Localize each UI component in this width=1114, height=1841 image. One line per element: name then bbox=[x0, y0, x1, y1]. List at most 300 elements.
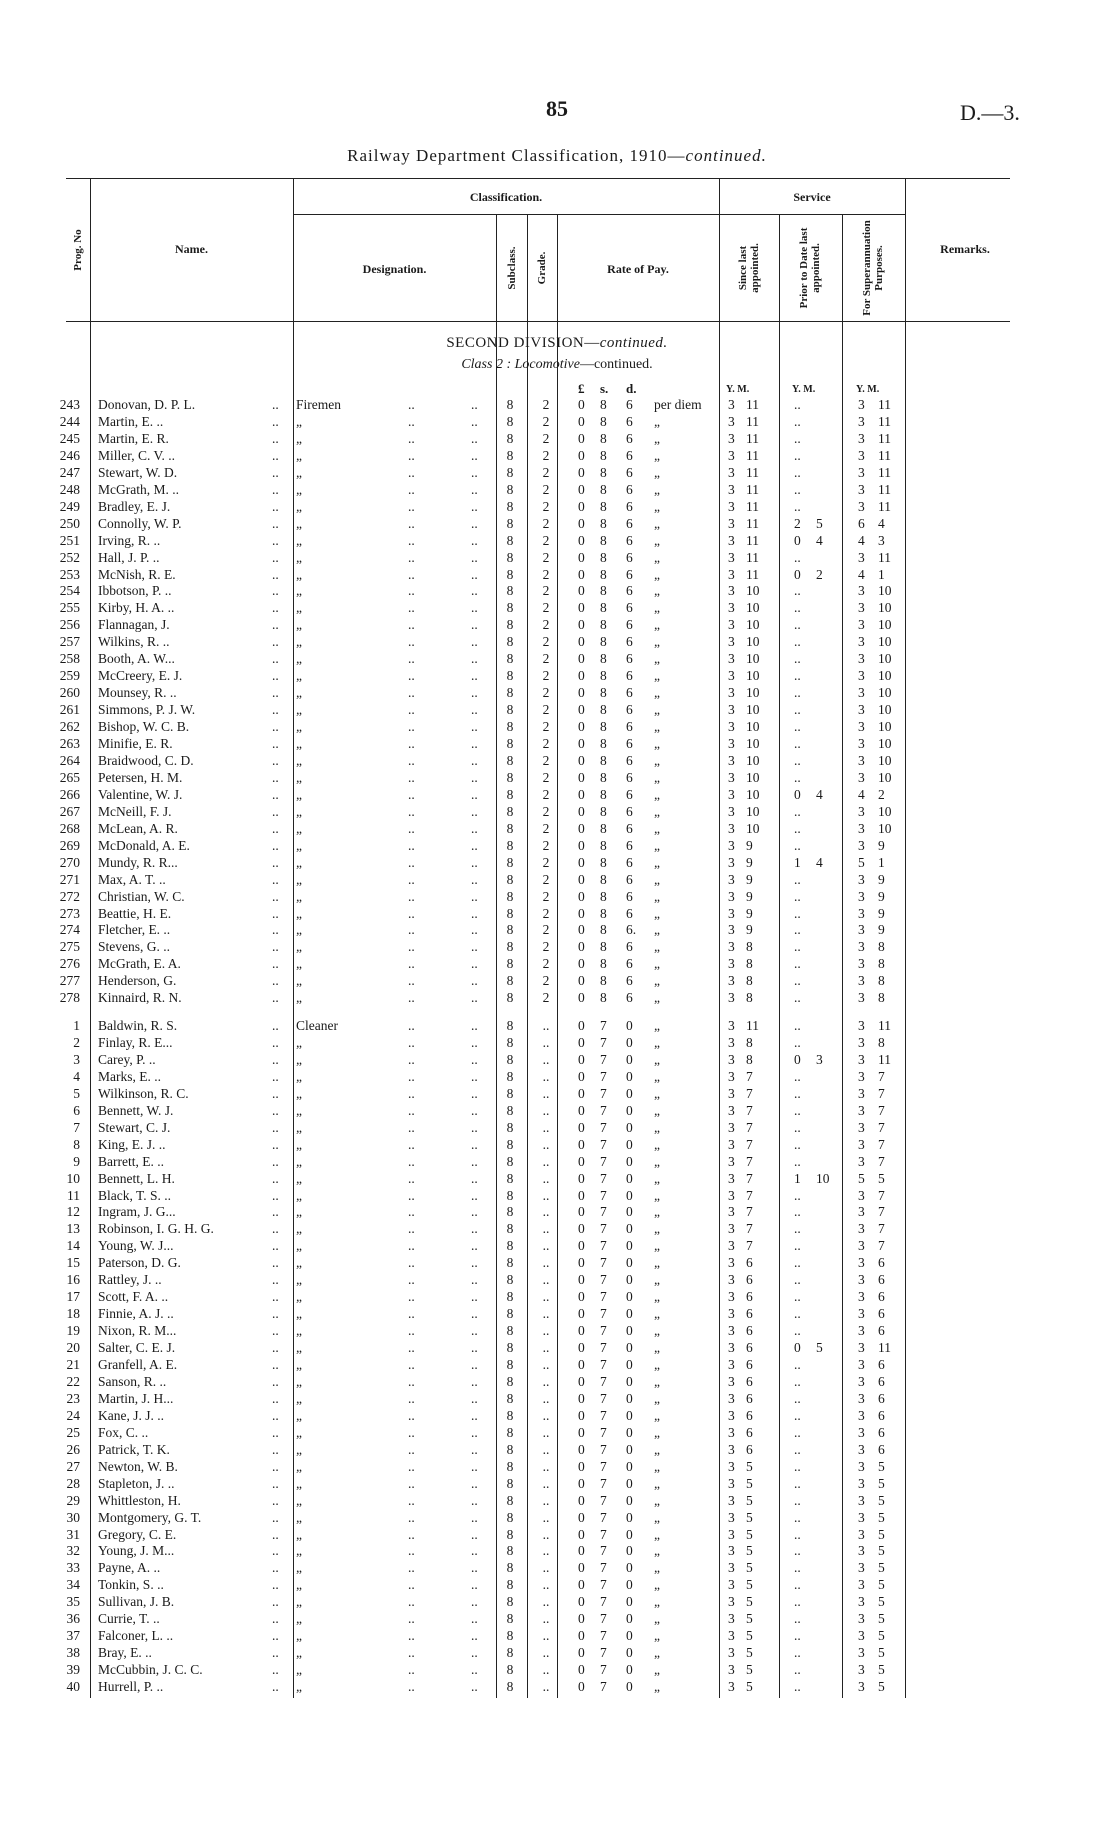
super-months: 10 bbox=[878, 736, 892, 751]
table-row bbox=[0, 718, 1114, 735]
leader-dots: .. bbox=[408, 1068, 415, 1084]
prog-number: 268 bbox=[59, 820, 80, 836]
subclass-value: 8 bbox=[506, 769, 514, 785]
prior-years: .. bbox=[794, 1645, 801, 1661]
table-row bbox=[0, 989, 1114, 1006]
pay-shillings: 8 bbox=[600, 922, 607, 938]
super-months: 5 bbox=[878, 1679, 885, 1695]
since-years: 3 bbox=[728, 532, 735, 548]
since-months: 10 bbox=[746, 600, 760, 616]
prog-number: 247 bbox=[59, 464, 80, 480]
prior-years: .. bbox=[794, 1458, 801, 1474]
prog-number: 40 bbox=[66, 1679, 80, 1695]
leader-dots: .. bbox=[272, 719, 279, 735]
person-name: Mundy, R. R... bbox=[98, 854, 178, 870]
table-row bbox=[0, 1305, 1114, 1322]
table-row bbox=[0, 498, 1114, 515]
designation: „ bbox=[296, 1509, 302, 1525]
subclass-value: 8 bbox=[506, 1357, 514, 1372]
leader-dots: .. bbox=[408, 1475, 415, 1491]
grade-value: .. bbox=[542, 1272, 550, 1288]
pay-period: „ bbox=[654, 922, 660, 938]
pay-shillings: 8 bbox=[600, 685, 607, 701]
designation: „ bbox=[296, 719, 302, 735]
pay-pounds: 0 bbox=[578, 1543, 585, 1559]
leader-dots: .. bbox=[408, 1577, 415, 1593]
person-name: Irving, R. .. bbox=[98, 532, 161, 548]
grade-value: 2 bbox=[542, 481, 550, 497]
subclass-value: 8 bbox=[506, 1306, 514, 1322]
leader-dots: .. bbox=[471, 702, 478, 718]
since-months: 7 bbox=[746, 1170, 753, 1186]
designation: „ bbox=[296, 1272, 302, 1288]
leader-dots: .. bbox=[272, 651, 279, 667]
pay-period: „ bbox=[654, 1407, 660, 1423]
leader-dots: .. bbox=[408, 871, 415, 887]
leader-dots: .. bbox=[408, 1289, 415, 1305]
person-name: Stevens, G. .. bbox=[98, 939, 170, 955]
super-months: 7 bbox=[878, 1085, 885, 1101]
pay-shillings: 7 bbox=[600, 1323, 607, 1339]
leader-dots: .. bbox=[272, 1204, 279, 1220]
prior-years: .. bbox=[794, 617, 801, 633]
prog-number: 36 bbox=[66, 1611, 80, 1627]
leader-dots: .. bbox=[471, 973, 478, 989]
subclass-value: 8 bbox=[506, 752, 514, 768]
super-months: 11 bbox=[878, 397, 891, 412]
designation: „ bbox=[296, 1492, 302, 1508]
leader-dots: .. bbox=[471, 447, 478, 463]
designation: „ bbox=[296, 1475, 302, 1491]
subclass-value: 8 bbox=[506, 651, 514, 667]
pounds-unit: £ bbox=[578, 381, 585, 396]
super-years: 3 bbox=[858, 702, 865, 718]
person-name: Flannagan, J. bbox=[98, 617, 170, 633]
pay-pence: 6 bbox=[626, 634, 633, 650]
prior-years: .. bbox=[794, 464, 801, 480]
subclass-value: 8 bbox=[506, 1611, 514, 1627]
pay-pence: 6 bbox=[626, 481, 633, 497]
leader-dots: .. bbox=[471, 413, 478, 429]
designation: „ bbox=[296, 888, 302, 904]
prior-years: .. bbox=[794, 1407, 801, 1423]
pay-pounds: 0 bbox=[578, 413, 585, 429]
pay-pounds: 0 bbox=[578, 1577, 585, 1593]
since-years: 3 bbox=[728, 922, 735, 938]
leader-dots: .. bbox=[272, 1255, 279, 1271]
prior-years: .. bbox=[794, 1628, 801, 1644]
prog-number: 22 bbox=[66, 1373, 80, 1389]
super-years: 3 bbox=[858, 498, 865, 514]
prior-years: .. bbox=[794, 1526, 801, 1542]
pay-pence: 0 bbox=[626, 1136, 633, 1152]
since-years: 3 bbox=[728, 871, 735, 887]
since-months: 10 bbox=[746, 736, 760, 751]
pay-shillings: 7 bbox=[600, 1018, 607, 1033]
leader-dots: .. bbox=[272, 1357, 279, 1372]
header-grade: Grade. bbox=[536, 251, 548, 285]
since-months: 5 bbox=[746, 1594, 753, 1610]
pay-pence: 0 bbox=[626, 1272, 633, 1288]
leader-dots: .. bbox=[471, 837, 478, 853]
table-row bbox=[0, 515, 1114, 532]
table-row bbox=[0, 582, 1114, 599]
prior-years: .. bbox=[794, 1018, 801, 1033]
leader-dots: .. bbox=[272, 786, 279, 802]
leader-dots: .. bbox=[272, 583, 279, 599]
since-months: 9 bbox=[746, 837, 753, 853]
leader-dots: .. bbox=[272, 1373, 279, 1389]
table-row bbox=[0, 921, 1114, 938]
prog-number: 255 bbox=[59, 600, 80, 616]
since-years: 3 bbox=[728, 464, 735, 480]
subclass-value: 8 bbox=[506, 905, 514, 921]
designation: „ bbox=[296, 481, 302, 497]
pay-period: „ bbox=[654, 1628, 660, 1644]
pay-period: „ bbox=[654, 905, 660, 921]
leader-dots: .. bbox=[272, 685, 279, 701]
super-years: 3 bbox=[858, 481, 865, 497]
since-years: 3 bbox=[728, 1323, 735, 1339]
leader-dots: .. bbox=[408, 549, 415, 565]
leader-dots: .. bbox=[272, 1153, 279, 1169]
leader-dots: .. bbox=[272, 1577, 279, 1593]
subclass-value: 8 bbox=[506, 1323, 514, 1339]
class-continued: —continued. bbox=[579, 357, 653, 372]
leader-dots: .. bbox=[471, 1136, 478, 1152]
prog-number: 257 bbox=[59, 634, 80, 650]
pay-pence: 6. bbox=[626, 922, 637, 938]
grade-value: .. bbox=[542, 1238, 550, 1254]
pay-period: „ bbox=[654, 685, 660, 701]
since-years: 3 bbox=[728, 1357, 735, 1372]
since-years: 3 bbox=[728, 447, 735, 463]
pay-shillings: 8 bbox=[600, 719, 607, 735]
pay-shillings: 8 bbox=[600, 769, 607, 785]
leader-dots: .. bbox=[408, 1662, 415, 1678]
grade-value: .. bbox=[542, 1323, 550, 1339]
grade-value: .. bbox=[542, 1441, 550, 1457]
person-name: Young, J. M... bbox=[98, 1543, 175, 1559]
since-years: 3 bbox=[728, 1475, 735, 1491]
person-name: Martin, E. .. bbox=[98, 413, 164, 429]
prior-years: .. bbox=[794, 397, 801, 412]
super-months: 4 bbox=[878, 515, 885, 531]
subclass-value: 8 bbox=[506, 719, 514, 735]
prog-number: 265 bbox=[59, 769, 80, 785]
leader-dots: .. bbox=[272, 1679, 279, 1695]
super-months: 7 bbox=[878, 1204, 885, 1220]
leader-dots: .. bbox=[471, 888, 478, 904]
table-row bbox=[0, 430, 1114, 447]
pay-period: „ bbox=[654, 1306, 660, 1322]
designation: „ bbox=[296, 1204, 302, 1220]
leader-dots: .. bbox=[272, 803, 279, 819]
leader-dots: .. bbox=[408, 854, 415, 870]
pay-shillings: 7 bbox=[600, 1628, 607, 1644]
table-row bbox=[0, 549, 1114, 566]
since-years: 3 bbox=[728, 905, 735, 921]
leader-dots: .. bbox=[471, 990, 478, 1006]
since-months: 7 bbox=[746, 1187, 753, 1203]
pay-period: „ bbox=[654, 1221, 660, 1237]
super-months: 10 bbox=[878, 617, 892, 633]
prog-number: 39 bbox=[66, 1662, 80, 1678]
super-months: 7 bbox=[878, 1153, 885, 1169]
super-months: 10 bbox=[878, 702, 892, 718]
designation: „ bbox=[296, 651, 302, 667]
subclass-value: 8 bbox=[506, 1424, 514, 1440]
super-months: 6 bbox=[878, 1255, 885, 1271]
header-subclass: Subclass. bbox=[506, 246, 518, 290]
subclass-value: 8 bbox=[506, 1238, 514, 1254]
person-name: McCubbin, J. C. C. bbox=[98, 1662, 203, 1678]
pay-period: „ bbox=[654, 1119, 660, 1135]
prior-years: .. bbox=[794, 685, 801, 701]
leader-dots: .. bbox=[408, 1441, 415, 1457]
pay-period: „ bbox=[654, 736, 660, 751]
designation: „ bbox=[296, 447, 302, 463]
since-years: 3 bbox=[728, 1492, 735, 1508]
since-months: 5 bbox=[746, 1628, 753, 1644]
since-years: 3 bbox=[728, 1153, 735, 1169]
designation: „ bbox=[296, 1136, 302, 1152]
super-years: 3 bbox=[858, 1068, 865, 1084]
since-months: 10 bbox=[746, 803, 760, 819]
leader-dots: .. bbox=[471, 1289, 478, 1305]
prior-months: 4 bbox=[816, 854, 823, 870]
pay-shillings: 7 bbox=[600, 1441, 607, 1457]
grade-value: 2 bbox=[542, 888, 550, 904]
grade-value: .. bbox=[542, 1153, 550, 1169]
subclass-value: 8 bbox=[506, 1136, 514, 1152]
prior-months: 3 bbox=[816, 1051, 823, 1067]
pay-shillings: 8 bbox=[600, 583, 607, 599]
person-name: Martin, E. R. bbox=[98, 430, 169, 446]
person-name: Ibbotson, P. .. bbox=[98, 583, 172, 599]
since-months: 9 bbox=[746, 905, 753, 921]
super-months: 8 bbox=[878, 1034, 885, 1050]
subclass-value: 8 bbox=[506, 871, 514, 887]
shillings-unit: s. bbox=[600, 381, 609, 396]
super-years: 3 bbox=[858, 413, 865, 429]
designation: „ bbox=[296, 1628, 302, 1644]
pay-period: „ bbox=[654, 1153, 660, 1169]
super-years: 3 bbox=[858, 1509, 865, 1525]
since-years: 3 bbox=[728, 1560, 735, 1576]
since-years: 3 bbox=[728, 1051, 735, 1067]
since-years: 3 bbox=[728, 1594, 735, 1610]
pay-shillings: 7 bbox=[600, 1594, 607, 1610]
pay-pence: 0 bbox=[626, 1424, 633, 1440]
grade-value: 2 bbox=[542, 905, 550, 921]
prog-number: 12 bbox=[66, 1204, 80, 1220]
pay-pounds: 0 bbox=[578, 1357, 585, 1372]
super-months: 6 bbox=[878, 1424, 885, 1440]
prog-number: 4 bbox=[73, 1068, 80, 1084]
pay-pence: 6 bbox=[626, 939, 633, 955]
super-years: 3 bbox=[858, 1458, 865, 1474]
pay-shillings: 8 bbox=[600, 464, 607, 480]
leader-dots: .. bbox=[471, 854, 478, 870]
pay-shillings: 7 bbox=[600, 1136, 607, 1152]
prog-number: 259 bbox=[59, 668, 80, 684]
leader-dots: .. bbox=[408, 1611, 415, 1627]
pay-pounds: 0 bbox=[578, 600, 585, 616]
pay-pence: 6 bbox=[626, 905, 633, 921]
super-years: 3 bbox=[858, 1187, 865, 1203]
super-months: 8 bbox=[878, 939, 885, 955]
pay-pence: 0 bbox=[626, 1577, 633, 1593]
pay-period: „ bbox=[654, 1645, 660, 1661]
super-years: 6 bbox=[858, 515, 865, 531]
person-name: McNish, R. E. bbox=[98, 566, 176, 582]
prog-number: 28 bbox=[66, 1475, 80, 1491]
pay-pounds: 0 bbox=[578, 752, 585, 768]
super-months: 6 bbox=[878, 1441, 885, 1457]
header-service: Service bbox=[793, 190, 831, 204]
table-row bbox=[0, 1475, 1114, 1492]
pay-pounds: 0 bbox=[578, 1594, 585, 1610]
grade-value: 2 bbox=[542, 990, 550, 1006]
pay-pounds: 0 bbox=[578, 905, 585, 921]
super-years: 3 bbox=[858, 1560, 865, 1576]
subclass-value: 8 bbox=[506, 515, 514, 531]
grade-value: .. bbox=[542, 1357, 550, 1372]
subclass-value: 8 bbox=[506, 1560, 514, 1576]
leader-dots: .. bbox=[272, 990, 279, 1006]
since-years: 3 bbox=[728, 566, 735, 582]
since-years: 3 bbox=[728, 498, 735, 514]
prog-number: 31 bbox=[66, 1526, 80, 1542]
since-years: 3 bbox=[728, 1238, 735, 1254]
prior-years: .. bbox=[794, 1187, 801, 1203]
pay-period: „ bbox=[654, 1509, 660, 1525]
pay-shillings: 8 bbox=[600, 413, 607, 429]
prog-number: 29 bbox=[66, 1492, 80, 1508]
leader-dots: .. bbox=[272, 447, 279, 463]
grade-value: .. bbox=[542, 1187, 550, 1203]
pay-period: „ bbox=[654, 1458, 660, 1474]
leader-dots: .. bbox=[272, 634, 279, 650]
prog-number: 15 bbox=[66, 1255, 80, 1271]
designation: „ bbox=[296, 1407, 302, 1423]
pay-period: „ bbox=[654, 1034, 660, 1050]
pay-pounds: 0 bbox=[578, 1289, 585, 1305]
leader-dots: .. bbox=[471, 1068, 478, 1084]
leader-dots: .. bbox=[408, 786, 415, 802]
leader-dots: .. bbox=[272, 566, 279, 582]
grade-value: 2 bbox=[542, 769, 550, 785]
pay-shillings: 7 bbox=[600, 1611, 607, 1627]
person-name: Sullivan, J. B. bbox=[98, 1594, 175, 1610]
pay-shillings: 7 bbox=[600, 1407, 607, 1423]
grade-value: .. bbox=[542, 1034, 550, 1050]
prog-number: 262 bbox=[59, 719, 80, 735]
leader-dots: .. bbox=[272, 752, 279, 768]
person-name: Simmons, P. J. W. bbox=[98, 702, 196, 718]
pay-shillings: 7 bbox=[600, 1390, 607, 1406]
prior-years: .. bbox=[794, 1204, 801, 1220]
super-years: 3 bbox=[858, 397, 865, 412]
designation: „ bbox=[296, 956, 302, 972]
leader-dots: .. bbox=[471, 1458, 478, 1474]
since-years: 3 bbox=[728, 1170, 735, 1186]
table-row bbox=[0, 1237, 1114, 1254]
table-row bbox=[0, 1119, 1114, 1136]
leader-dots: .. bbox=[272, 1306, 279, 1322]
leader-dots: .. bbox=[272, 956, 279, 972]
since-months: 5 bbox=[746, 1509, 753, 1525]
super-months: 7 bbox=[878, 1187, 885, 1203]
super-months: 5 bbox=[878, 1628, 885, 1644]
table-row bbox=[0, 1678, 1114, 1695]
pay-pounds: 0 bbox=[578, 685, 585, 701]
leader-dots: .. bbox=[408, 651, 415, 667]
table-row bbox=[0, 1559, 1114, 1576]
leader-dots: .. bbox=[408, 1357, 415, 1372]
pay-pence: 6 bbox=[626, 769, 633, 785]
pay-pence: 0 bbox=[626, 1407, 633, 1423]
designation: „ bbox=[296, 736, 302, 751]
prior-years: .. bbox=[794, 871, 801, 887]
subclass-value: 8 bbox=[506, 1051, 514, 1067]
leader-dots: .. bbox=[408, 1340, 415, 1356]
table-row bbox=[0, 1661, 1114, 1678]
pay-period: „ bbox=[654, 1102, 660, 1118]
since-years: 3 bbox=[728, 786, 735, 802]
designation: Cleaner bbox=[296, 1018, 338, 1033]
leader-dots: .. bbox=[408, 1102, 415, 1118]
leader-dots: .. bbox=[272, 1662, 279, 1678]
pay-pounds: 0 bbox=[578, 1492, 585, 1508]
pay-pence: 6 bbox=[626, 447, 633, 463]
pay-pence: 6 bbox=[626, 397, 633, 412]
prior-years: .. bbox=[794, 1323, 801, 1339]
since-months: 11 bbox=[746, 1018, 759, 1033]
since-years: 3 bbox=[728, 1577, 735, 1593]
leader-dots: .. bbox=[272, 1289, 279, 1305]
leader-dots: .. bbox=[272, 1441, 279, 1457]
pay-pence: 0 bbox=[626, 1594, 633, 1610]
prior-years: .. bbox=[794, 1272, 801, 1288]
designation: „ bbox=[296, 990, 302, 1006]
person-name: Paterson, D. G. bbox=[98, 1255, 181, 1271]
grade-value: .. bbox=[542, 1390, 550, 1406]
super-months: 10 bbox=[878, 651, 892, 667]
pay-shillings: 7 bbox=[600, 1475, 607, 1491]
designation: „ bbox=[296, 837, 302, 853]
pay-pence: 0 bbox=[626, 1509, 633, 1525]
leader-dots: .. bbox=[408, 939, 415, 955]
prior-years: .. bbox=[794, 1102, 801, 1118]
subclass-value: 8 bbox=[506, 1170, 514, 1186]
prior-months: 5 bbox=[816, 1340, 823, 1356]
designation: „ bbox=[296, 905, 302, 921]
designation: „ bbox=[296, 617, 302, 633]
leader-dots: .. bbox=[408, 685, 415, 701]
super-years: 3 bbox=[858, 1373, 865, 1389]
subclass-value: 8 bbox=[506, 1085, 514, 1101]
since-years: 3 bbox=[728, 1543, 735, 1559]
subclass-value: 8 bbox=[506, 1034, 514, 1050]
super-years: 3 bbox=[858, 1085, 865, 1101]
super-months: 10 bbox=[878, 668, 892, 684]
grade-value: 2 bbox=[542, 702, 550, 718]
table-row bbox=[0, 701, 1114, 718]
super-months: 5 bbox=[878, 1458, 885, 1474]
table-row bbox=[0, 1339, 1114, 1356]
